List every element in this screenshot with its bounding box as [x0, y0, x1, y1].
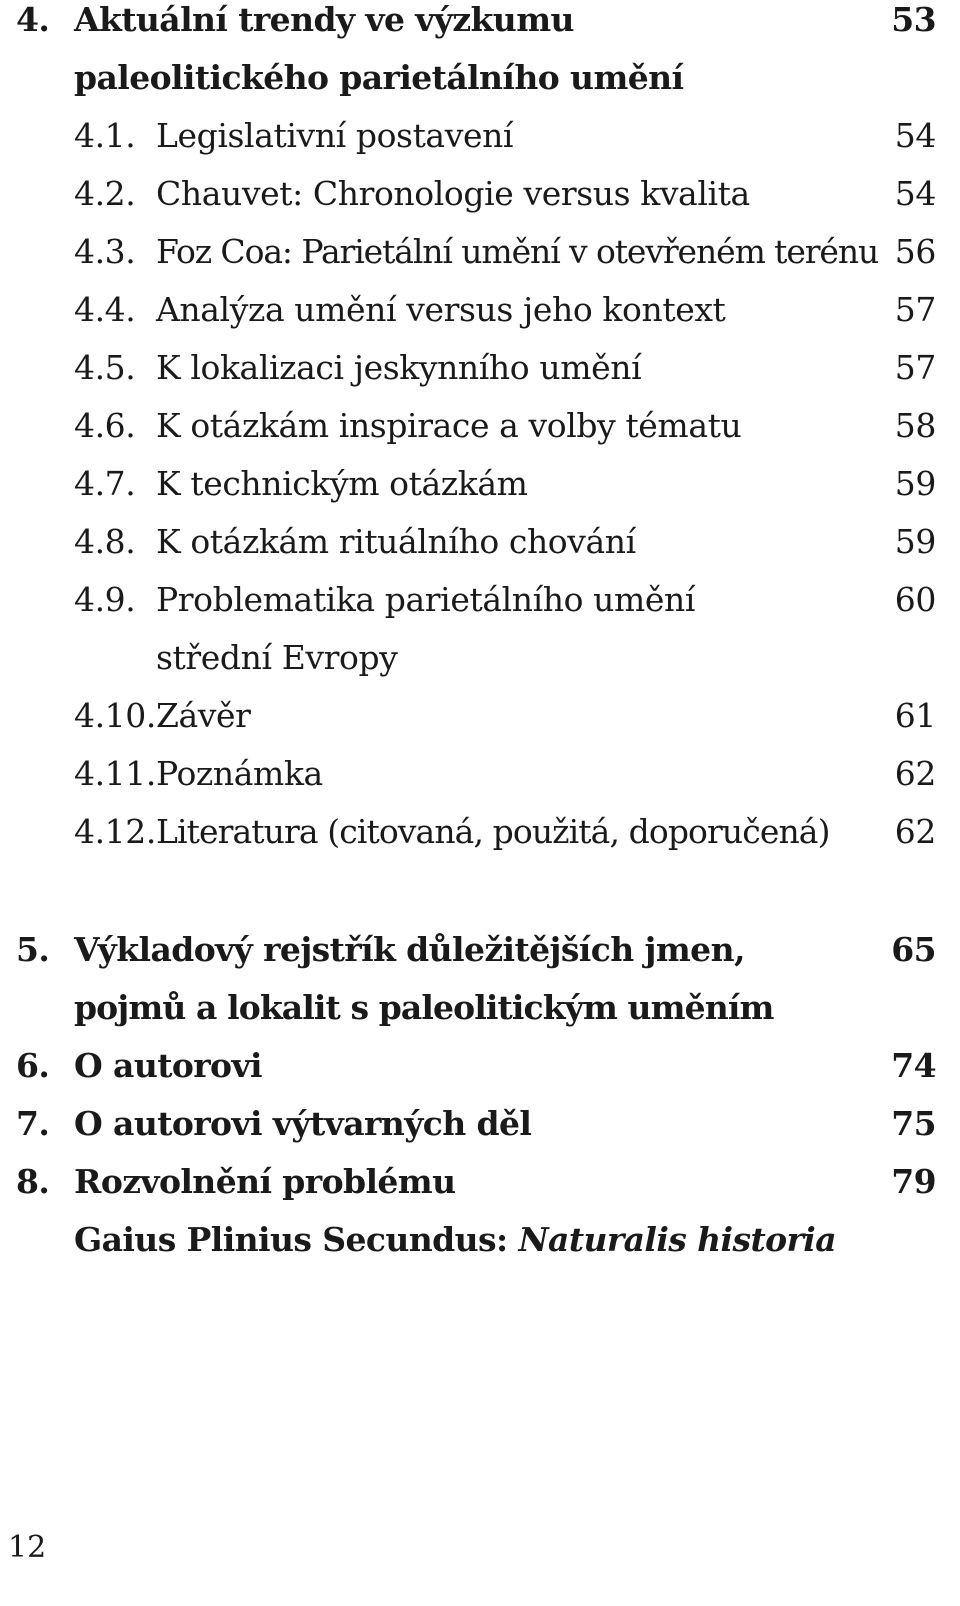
- section-title: Legislativní postavení: [156, 116, 514, 155]
- section-number: 4.8.: [74, 522, 136, 561]
- toc-section-4-4[interactable]: [0, 290, 960, 340]
- toc-section-4-8[interactable]: [0, 522, 960, 572]
- page-number: 59: [894, 522, 936, 561]
- section-title: K lokalizaci jeskynního umění: [156, 348, 642, 387]
- section-number: 4.1.: [74, 116, 136, 155]
- page-number: 54: [894, 174, 936, 213]
- page-number: 79: [891, 1162, 936, 1201]
- section-number: 4.12.: [74, 812, 156, 851]
- toc-section-4-5[interactable]: [0, 348, 960, 398]
- page-number: 62: [894, 754, 936, 793]
- section-number: 4.10.: [74, 696, 156, 735]
- chapter-number: 8.: [16, 1162, 50, 1201]
- page-number: 62: [894, 812, 936, 851]
- section-title: Literatura (citovaná, použitá, doporučená): [156, 812, 830, 851]
- section-title-continued: střední Evropy: [156, 638, 398, 677]
- subtitle-author: Gaius Plinius Secundus:: [74, 1220, 519, 1259]
- toc-section-4-10[interactable]: [0, 696, 960, 746]
- section-title: Foz Coa: Parietální umění v otevřeném terénu: [156, 232, 879, 271]
- section-title: K otázkám inspirace a volby tématu: [156, 406, 742, 445]
- section-number: 4.2.: [74, 174, 136, 213]
- toc-chapter-6[interactable]: [0, 1046, 960, 1096]
- section-title: Problematika parietálního umění: [156, 580, 696, 619]
- page-number: 75: [891, 1104, 936, 1143]
- page-number: 58: [894, 406, 936, 445]
- toc-section-4-12[interactable]: [0, 812, 960, 862]
- toc-chapter-8[interactable]: [0, 1162, 960, 1212]
- chapter-number: 6.: [16, 1046, 50, 1085]
- chapter-title-continued: paleolitického parietálního umění: [74, 58, 684, 97]
- chapter-title: O autorovi výtvarných děl: [74, 1104, 532, 1143]
- chapter-title: Rozvolnění problému: [74, 1162, 456, 1201]
- chapter-title: O autorovi: [74, 1046, 262, 1085]
- chapter-number: 7.: [16, 1104, 50, 1143]
- page-number: 74: [891, 1046, 936, 1085]
- toc-section-4-9[interactable]: [0, 580, 960, 630]
- chapter-number: 4.: [16, 0, 50, 39]
- toc-section-4-6[interactable]: [0, 406, 960, 456]
- page-number: 54: [894, 116, 936, 155]
- chapter-title: Výkladový rejstřík důležitějších jmen,: [74, 930, 745, 969]
- toc-section-4-2[interactable]: [0, 174, 960, 224]
- page-number: 65: [891, 930, 936, 969]
- chapter-subtitle: [74, 1220, 836, 1260]
- section-title: K technickým otázkám: [156, 464, 528, 503]
- page-number: 56: [894, 232, 936, 271]
- toc-chapter-5[interactable]: [0, 930, 960, 980]
- section-number: 4.3.: [74, 232, 136, 271]
- section-title: Analýza umění versus jeho kontext: [156, 290, 726, 329]
- chapter-title-continued: pojmů a lokalit s paleolitickým uměním: [74, 988, 774, 1027]
- page-number: 57: [894, 348, 936, 387]
- toc-chapter-5-cont: [0, 988, 960, 1038]
- chapter-number: 5.: [16, 930, 50, 969]
- toc-section-4-11[interactable]: [0, 754, 960, 804]
- section-title: Závěr: [156, 696, 251, 735]
- toc-chapter-8-subtitle: [0, 1220, 960, 1270]
- section-number: 4.6.: [74, 406, 136, 445]
- section-title: K otázkám rituálního chování: [156, 522, 636, 561]
- toc-chapter-7[interactable]: [0, 1104, 960, 1154]
- section-number: 4.7.: [74, 464, 136, 503]
- page-number: 61: [894, 696, 936, 735]
- toc-section-4-7[interactable]: [0, 464, 960, 514]
- section-title: Chauvet: Chronologie versus kvalita: [156, 174, 750, 213]
- section-number: 4.5.: [74, 348, 136, 387]
- toc-chapter-4-cont: [0, 58, 960, 108]
- page-number: 60: [894, 580, 936, 619]
- toc-section-4-1[interactable]: [0, 116, 960, 166]
- section-number: 4.9.: [74, 580, 136, 619]
- toc-section-4-3[interactable]: [0, 232, 960, 282]
- section-number: 4.4.: [74, 290, 136, 329]
- page-number: 57: [894, 290, 936, 329]
- page-number: 59: [894, 464, 936, 503]
- section-number: 4.11.: [74, 754, 156, 793]
- section-title: Poznámka: [156, 754, 323, 793]
- toc-chapter-4[interactable]: [0, 0, 960, 50]
- page-folio-number: 12: [8, 1530, 47, 1565]
- page-number: 53: [891, 0, 936, 39]
- toc-section-4-9-cont: [0, 638, 960, 688]
- chapter-title: Aktuální trendy ve výzkumu: [74, 0, 574, 39]
- subtitle-work-title: Naturalis historia: [518, 1220, 837, 1259]
